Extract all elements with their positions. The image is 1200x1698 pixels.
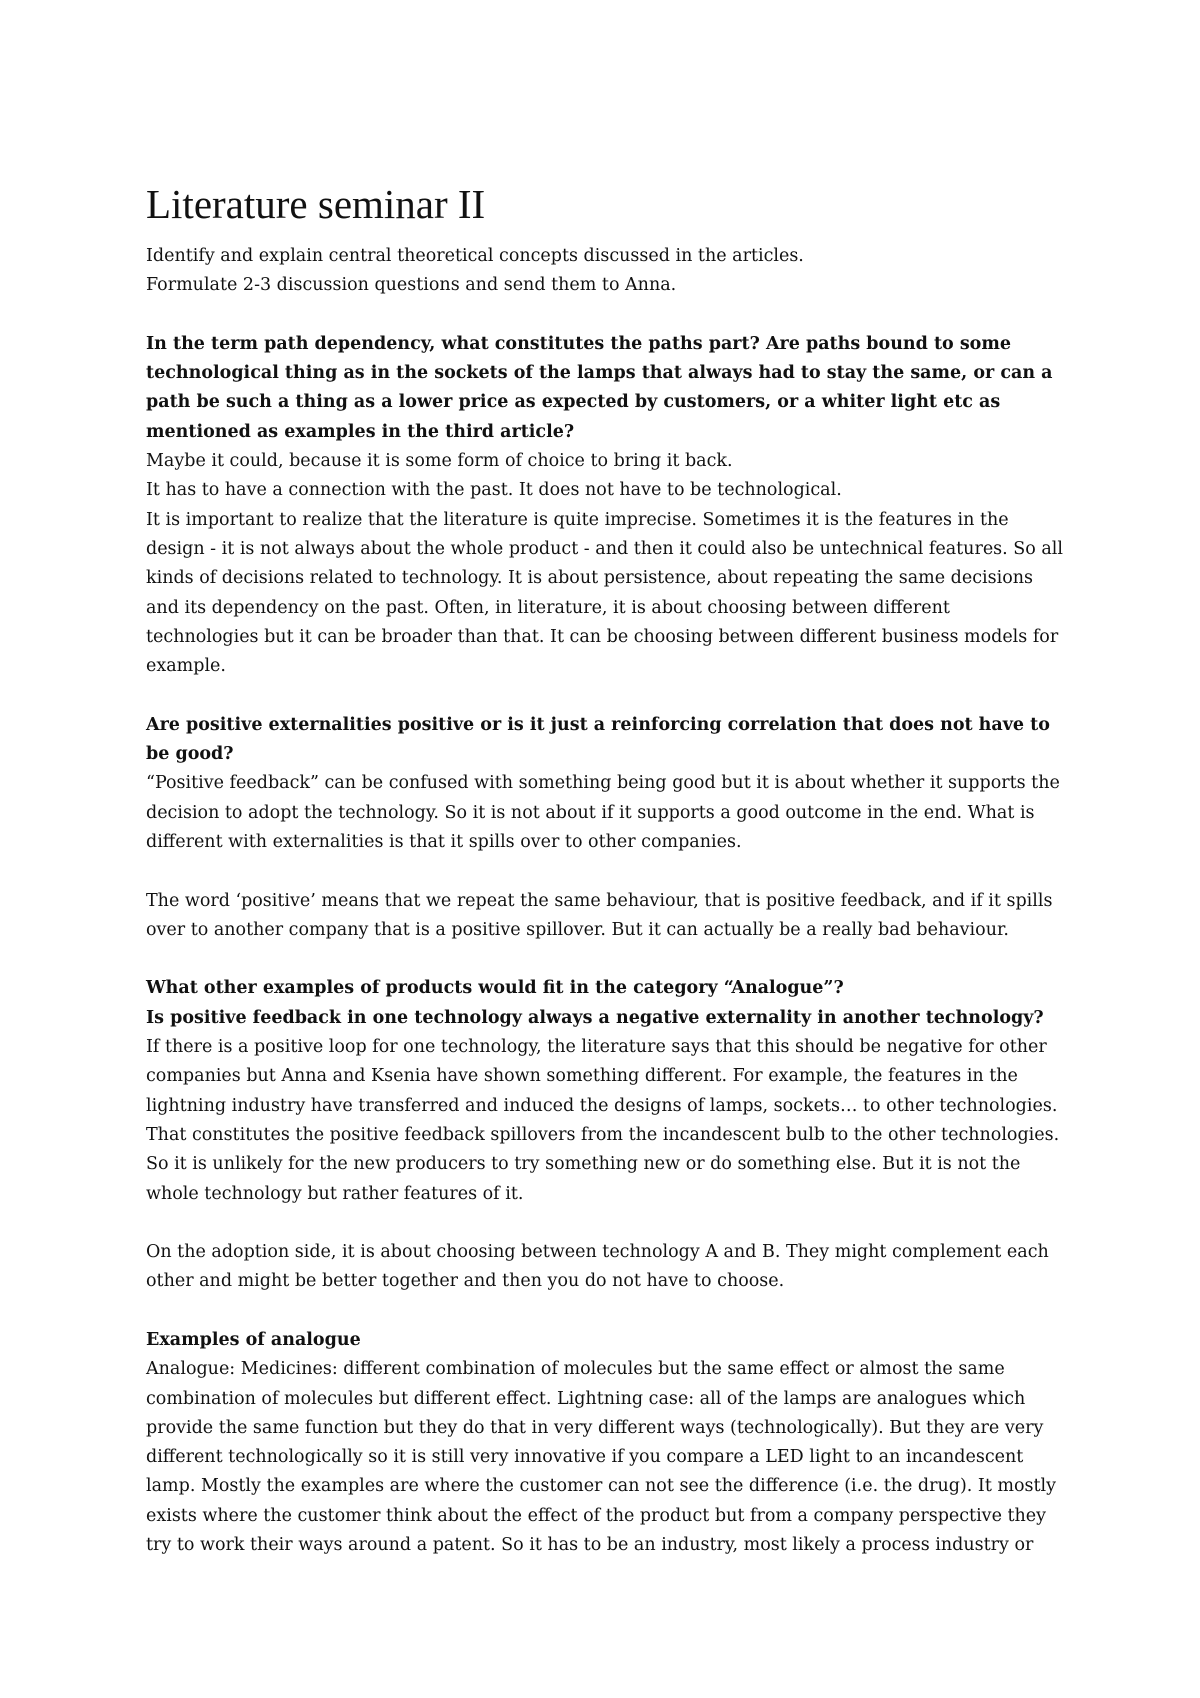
answer-paragraph: On the adoption side, it is about choosing between technology A and B. They might complement each other and might be better together and then you do not have to choose. — [146, 1242, 1049, 1292]
question-heading: Are positive externalities positive or is it just a reinforcing correlation that does not have to be good? — [146, 714, 1050, 765]
document-title: Literature seminar II — [146, 181, 486, 227]
intro-line-2: Formulate 2-3 discussion questions and send them to Anna. — [146, 275, 677, 296]
answer-paragraph: It is important to realize that the literature is quite imprecise. Sometimes it is the features in the design - it is not always about the whole product - and then it could also be untechnical features. So all kinds of decisions related to technology. It is about persistence, about repeating the same decisions and its dependency on the past. Often, in literature, it is about choosing between different technologies but it can be broader than that. It can be choosing between different business models for example. — [146, 509, 1063, 677]
intro-line-1: Identify and explain central theoretical concepts discussed in the articles. — [146, 246, 804, 266]
answer-paragraph: Analogue: Medicines: different combination of molecules but the same effect or almost the same combination of molecules but different effect. Lightning case: all of the lamps are analogues which provide the same function but they do that in very different ways (technologically). But they are very different technologically so it is still very innovative if you compare a LED light to an incandescent lamp. Mostly the examples are where the customer can not see the difference (i.e. the drug). It mostly exists where the customer think about the effect of the product but from a company perspective they try to work their ways around a patent. So it has to be an industry, most likely a process industry or — [146, 1359, 1057, 1556]
question-heading: Examples of analogue — [146, 1329, 361, 1350]
answer-paragraph: The word ‘positive’ means that we repeat the same behaviour, that is positive feedback, and if it spills over to another company that is a positive spillover. But it can actually be a really bad behaviour. — [146, 890, 1053, 940]
spacer — [146, 681, 1066, 710]
answer-paragraph: If there is a positive loop for one technology, the literature says that this should be negative for other companies but Anna and Ksenia have shown something different. For example, the features in the lightning industry have transferred and induced the designs of lamps, sockets… to other technologies. That constitutes the positive feedback spillovers from the incandescent bulb to the other technologies. So it is unlikely for the new producers to try something new or do something else. But it is not the whole technology but rather features of it. — [146, 1037, 1060, 1204]
question-heading: In the term path dependency, what constitutes the paths part? Are paths bound to some technological thing as in the sockets of the lamps that always had to stay the same, or can a path be such a thing as a lower price as expected by customers, or a whiter light etc as mentioned as examples in the third article? — [146, 333, 1053, 442]
section-positive-externalities — [146, 711, 1066, 945]
answer-paragraph: Maybe it could, because it is some form of choice to bring it back. — [146, 451, 733, 472]
section-analogue-feedback — [146, 974, 1066, 1296]
answer-paragraph: It has to have a connection with the past. It does not have to be technological. — [146, 480, 842, 501]
document-page — [146, 180, 1066, 1560]
spacer — [146, 1209, 1066, 1238]
question-heading: Is positive feedback in one technology always a negative externality in another technology? — [146, 1007, 1044, 1028]
section-path-dependency — [146, 330, 1066, 682]
spacer — [146, 1297, 1066, 1326]
section-examples-of-analogue — [146, 1326, 1066, 1560]
spacer — [146, 945, 1066, 974]
question-heading: What other examples of products would fit in the category “Analogue”? — [146, 978, 844, 999]
spacer — [146, 301, 1066, 330]
spacer — [146, 857, 1066, 886]
answer-paragraph: “Positive feedback” can be confused with something being good but it is about whether it supports the decision to adopt the technology. So it is not about if it supports a good outcome in the end. What is different with externalities is that it spills over to other companies. — [146, 773, 1060, 852]
